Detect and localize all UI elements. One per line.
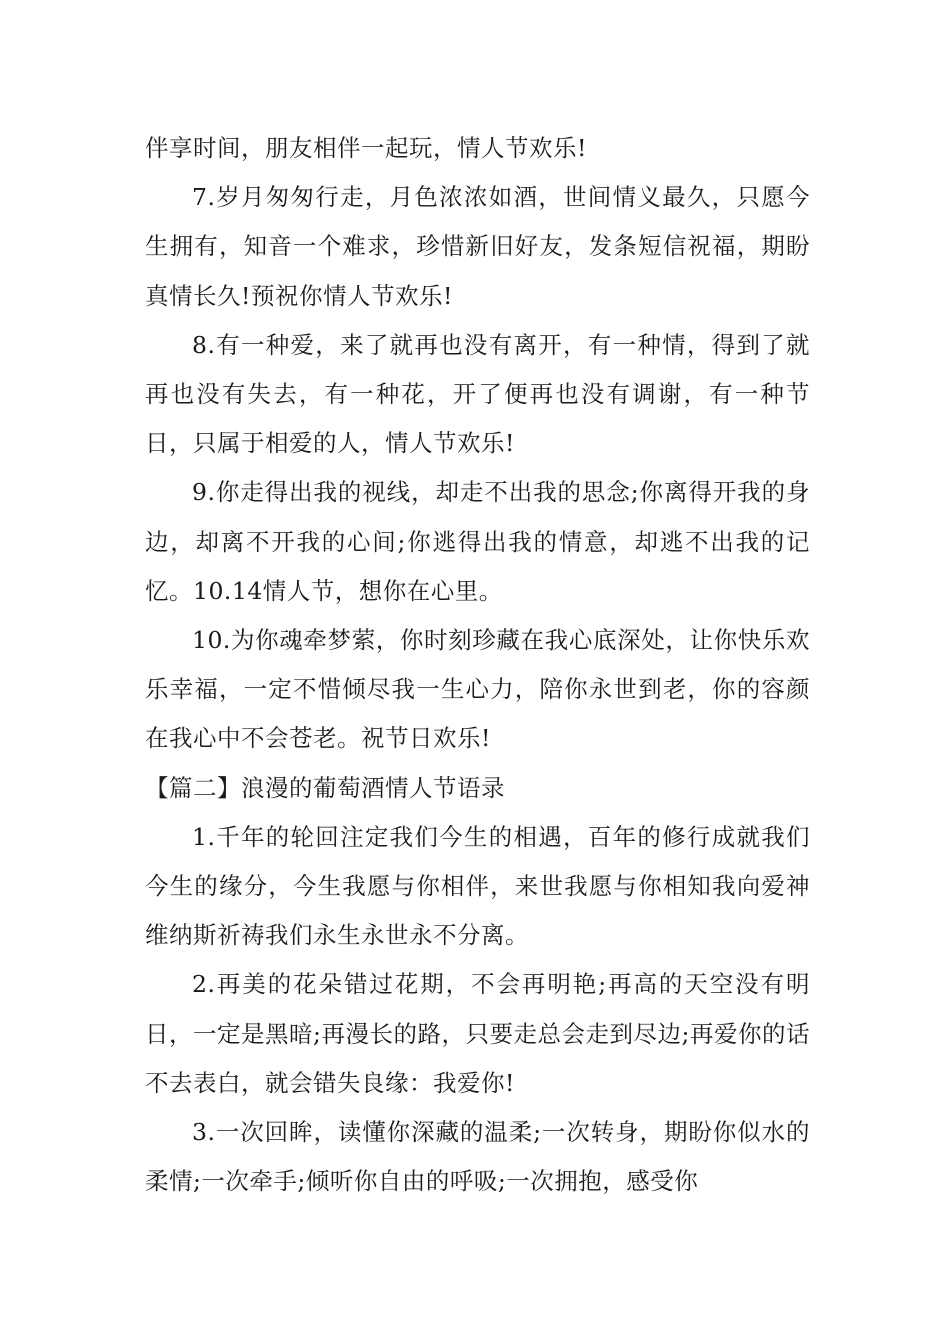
continuation-paragraph: 伴享时间，朋友相伴一起玩，情人节欢乐! [145, 134, 587, 162]
list-item: 7.岁月匆匆行走，月色浓浓如酒，世间情义最久，只愿今生拥有，知音一个难求，珍惜新旧好友，发条短信祝福，期盼真情长久!预祝你情人节欢乐! [145, 183, 810, 310]
document-body [145, 124, 810, 1206]
list-item: 2.再美的花朵错过花期，不会再明艳;再高的天空没有明日，一定是黑暗;再漫长的路，只要走总会走到尽边;再爱你的话不去表白，就会错失良缘：我爱你! [145, 970, 810, 1097]
section-heading: 【篇二】浪漫的葡萄酒情人节语录 [145, 773, 505, 802]
list-item: 10.为你魂牵梦萦，你时刻珍藏在我心底深处，让你快乐欢乐幸福，一定不惜倾尽我一生心力，陪你永世到老，你的容颜在我心中不会苍老。祝节日欢乐! [145, 626, 810, 753]
list-item: 8.有一种爱，来了就再也没有离开，有一种情，得到了就再也没有失去，有一种花，开了便再也没有调谢，有一种节日，只属于相爱的人，情人节欢乐! [145, 330, 810, 458]
list-item: 1.千年的轮回注定我们今生的相遇，百年的修行成就我们今生的缘分，今生我愿与你相伴，来世我愿与你相知我向爱神维纳斯祈祷我们永生永世永不分离。 [145, 822, 810, 950]
list-item: 9.你走得出我的视线，却走不出我的思念;你离得开我的身边，却离不开我的心间;你逃得出我的情意，却逃不出我的记忆。10.14情人节，想你在心里。 [145, 478, 810, 605]
list-item: 3.一次回眸，读懂你深藏的温柔;一次转身，期盼你似水的柔情;一次牵手;倾听你自由的呼吸;一次拥抱，感受你 [145, 1118, 810, 1196]
